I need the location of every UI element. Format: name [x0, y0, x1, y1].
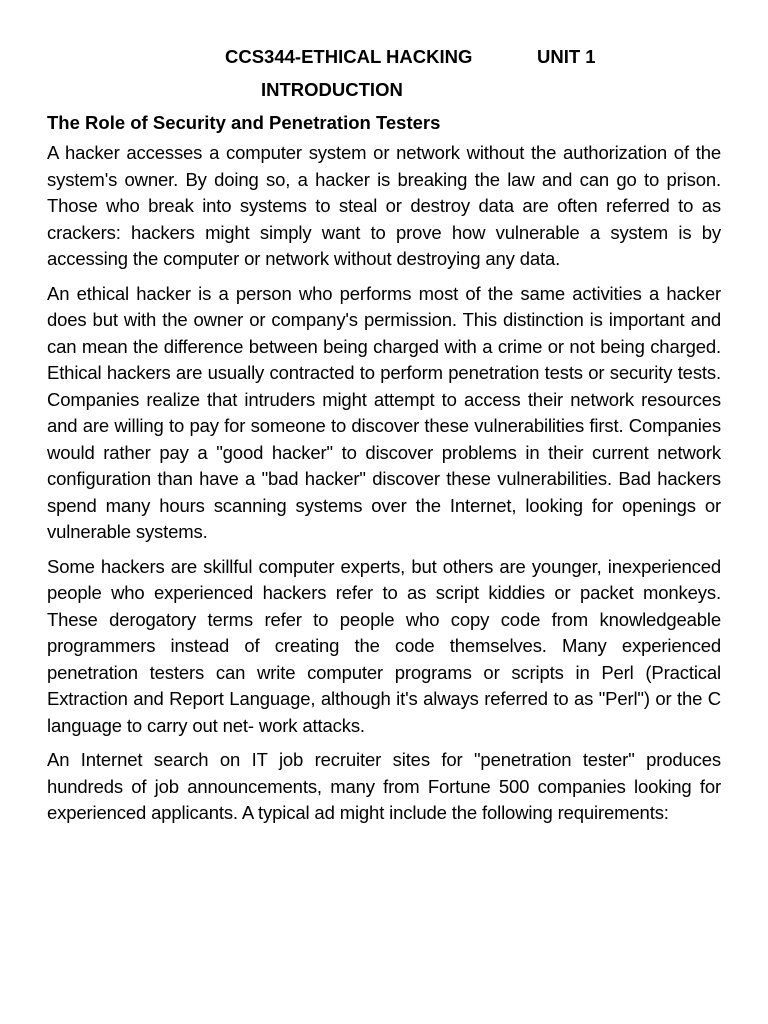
unit-label: UNIT 1 [537, 46, 596, 67]
section-title-row [47, 72, 721, 108]
section-title: INTRODUCTION [261, 79, 403, 100]
paragraph-script-kiddies: Some hackers are skillful computer experts, but others are younger, inexperienced people who experienced hackers refer to as script kiddies or packet monkeys. These derogatory terms refer to people who copy code from knowledgeable programmers instead of creating the code themselves. Many experienced penetration testers can write computer programs or scripts in Perl (Practical Extraction and Report Language, although it's always referred to as "Perl") or the C language to carry out net- work attacks. [47, 555, 721, 736]
paragraph-hacker-definition: A hacker accesses a computer system or network without the authorization of the system's owner. By doing so, a hacker is breaking the law and can go to prison. Those who break into systems to steal or destroy data are often referred to as crackers: hackers might simply want to prove how vulnerable a system is by accessing the computer or network without destroying any data. [47, 142, 721, 269]
section-heading: The Role of Security and Penetration Testers [47, 112, 441, 133]
paragraph-job-search: An Internet search on IT job recruiter sites for "penetration tester" produces hundreds of job announcements, many from Fortune 500 companies looking for experienced applicants. A typical ad might include the following requirements: [47, 749, 721, 823]
document-page [47, 42, 721, 835]
document-header [47, 42, 721, 72]
course-title: CCS344-ETHICAL HACKING [225, 46, 473, 67]
paragraph-ethical-hacker: An ethical hacker is a person who performs most of the same activities a hacker does but with the owner or company's permission. This distinction is important and can mean the difference between being charged with a crime or not being charged. Ethical hackers are usually contracted to perform penetration tests or security tests. Companies realize that intruders might attempt to access their network resources and are willing to pay for someone to discover these vulnerabilities first. Companies would rather pay a "good hacker" to discover problems in their current network configuration than have a "bad hacker" discover these vulnerabilities. Bad hackers spend many hours scanning systems over the Internet, looking for openings or vulnerable systems. [47, 282, 721, 542]
